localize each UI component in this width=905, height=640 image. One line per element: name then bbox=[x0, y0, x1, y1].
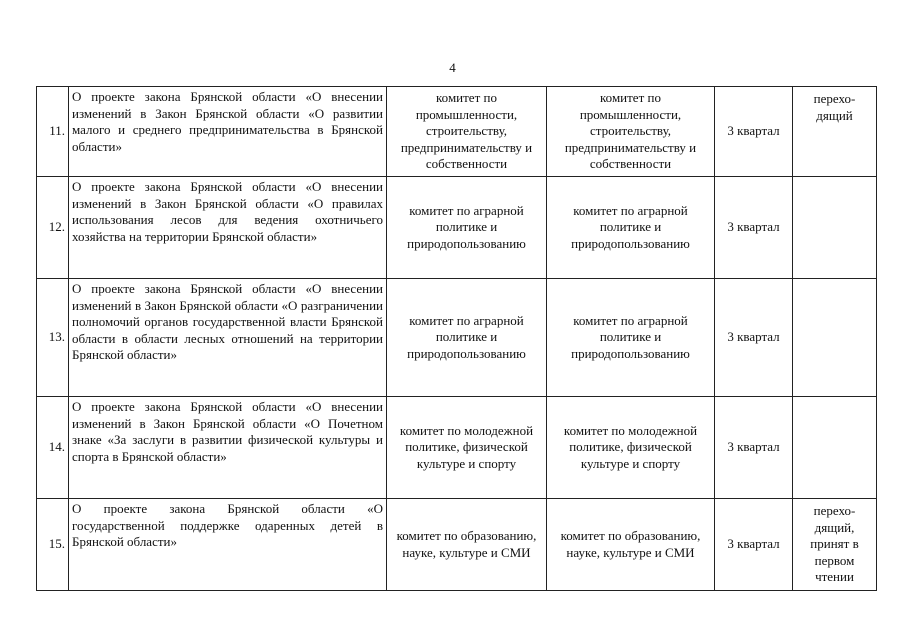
item-title: О проекте закона Брянской области «О внесении изменений в Закон Брянской области «О правилах использования лесов для ведения охотничьего хозяйства на территории Брянской области» bbox=[69, 177, 387, 279]
responsible-committee: комитет по аграрной политике и природопользованию bbox=[387, 177, 547, 279]
note: перехо- дящий, принят в первом чтении bbox=[793, 499, 877, 591]
responsible-committee: комитет по образованию, науке, культуре и СМИ bbox=[387, 499, 547, 591]
row-number: 11. bbox=[37, 87, 69, 177]
item-title: О проекте закона Брянской области «О внесении изменений в Закон Брянской области «О развитии малого и среднего предпринимательства в Брянской области» bbox=[69, 87, 387, 177]
table-row bbox=[37, 499, 877, 591]
table-row bbox=[37, 177, 877, 279]
legislative-plan-table bbox=[36, 86, 877, 591]
term: 3 квартал bbox=[715, 177, 793, 279]
note bbox=[793, 279, 877, 397]
coexecutor-committee: комитет по образованию, науке, культуре и СМИ bbox=[547, 499, 715, 591]
table-row bbox=[37, 397, 877, 499]
term: 3 квартал bbox=[715, 87, 793, 177]
term: 3 квартал bbox=[715, 397, 793, 499]
page-number: 4 bbox=[449, 60, 456, 75]
row-number: 13. bbox=[37, 279, 69, 397]
responsible-committee: комитет по аграрной политике и природопользованию bbox=[387, 279, 547, 397]
coexecutor-committee: комитет по промышленности, строительству, предпринимательству и собственности bbox=[547, 87, 715, 177]
row-number: 14. bbox=[37, 397, 69, 499]
note bbox=[793, 397, 877, 499]
coexecutor-committee: комитет по молодежной политике, физической культуре и спорту bbox=[547, 397, 715, 499]
term: 3 квартал bbox=[715, 499, 793, 591]
note bbox=[793, 177, 877, 279]
item-title: О проекте закона Брянской области «О государственной поддержке одаренных детей в Брянской области» bbox=[69, 499, 387, 591]
coexecutor-committee: комитет по аграрной политике и природопользованию bbox=[547, 279, 715, 397]
item-title: О проекте закона Брянской области «О внесении изменений в Закон Брянской области «О разграничении полномочий органов государственной власти Брянской области в области лесных отношений на территории Брянской области» bbox=[69, 279, 387, 397]
term: 3 квартал bbox=[715, 279, 793, 397]
row-number: 12. bbox=[37, 177, 69, 279]
row-number: 15. bbox=[37, 499, 69, 591]
table-row bbox=[37, 279, 877, 397]
coexecutor-committee: комитет по аграрной политике и природопользованию bbox=[547, 177, 715, 279]
note: перехо- дящий bbox=[793, 87, 877, 177]
item-title: О проекте закона Брянской области «О внесении изменений в Закон Брянской области «О Почетном знаке «За заслуги в развитии физической культуры и спорта в Брянской области» bbox=[69, 397, 387, 499]
responsible-committee: комитет по молодежной политике, физической культуре и спорту bbox=[387, 397, 547, 499]
table-row bbox=[37, 87, 877, 177]
responsible-committee: комитет по промышленности, строительству, предпринимательству и собственности bbox=[387, 87, 547, 177]
